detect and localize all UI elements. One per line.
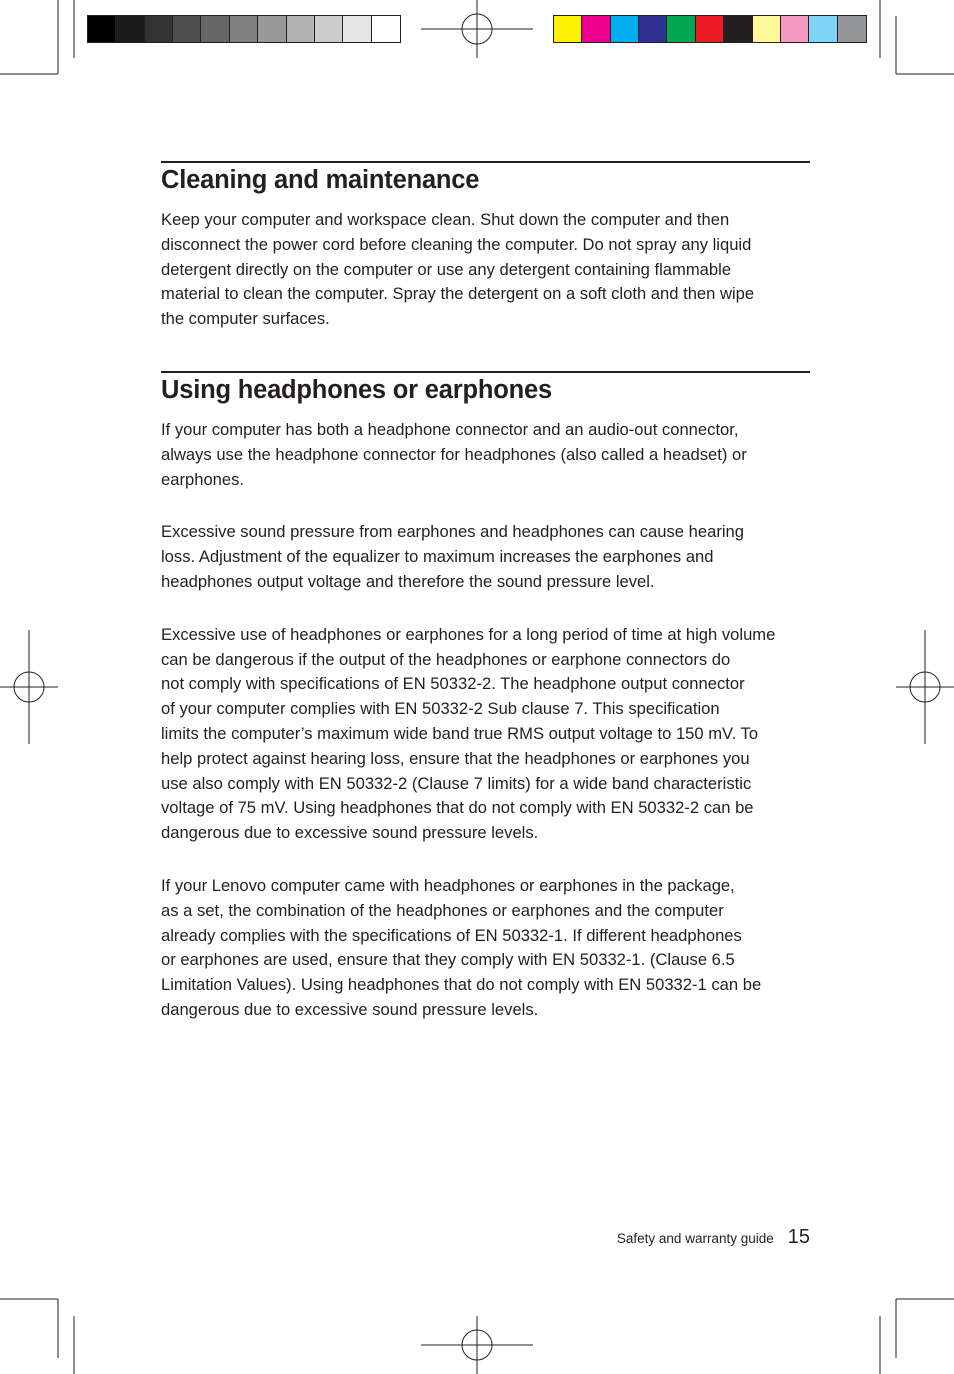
- section-cleaning-maintenance: [161, 161, 810, 332]
- footer-guide-title: Safety and warranty guide: [616, 1231, 774, 1246]
- color-swatch: [372, 16, 400, 42]
- color-swatch: [809, 16, 837, 42]
- registration-target-bottom: [421, 1316, 533, 1374]
- body-paragraph: Keep your computer and workspace clean. Shut down the computer and then disconnect the power cord before cleaning the computer. Do not spray any liquid detergent directly on the computer or use any detergent containing flammable material to clean the computer. Spray the detergent on a soft cloth and then wipe the computer surfaces.: [161, 210, 755, 329]
- grayscale-color-bar: [87, 15, 401, 43]
- color-swatch: [145, 16, 173, 42]
- color-swatch: [753, 16, 781, 42]
- color-swatch: [258, 16, 286, 42]
- page-number: 15: [787, 1226, 810, 1248]
- color-swatch: [173, 16, 201, 42]
- color-swatch: [639, 16, 667, 42]
- color-swatch: [201, 16, 229, 42]
- color-swatch: [696, 16, 724, 42]
- section-rule: [161, 371, 810, 373]
- color-swatch: [724, 16, 752, 42]
- color-swatch: [116, 16, 144, 42]
- page-footer: [617, 1226, 810, 1249]
- registration-target-right: [896, 630, 954, 744]
- color-swatch: [781, 16, 809, 42]
- color-swatch: [287, 16, 315, 42]
- process-color-bar: [553, 15, 867, 43]
- color-swatch: [88, 16, 116, 42]
- section-headphones-earphones: [161, 371, 810, 1023]
- color-swatch: [343, 16, 371, 42]
- color-swatch: [582, 16, 610, 42]
- registration-target-left: [0, 630, 58, 744]
- color-swatch: [315, 16, 343, 42]
- color-swatch: [667, 16, 695, 42]
- section-rule: [161, 161, 810, 163]
- section-heading: Using headphones or earphones: [161, 376, 552, 404]
- section-heading: Cleaning and maintenance: [161, 166, 480, 194]
- body-paragraph: If your computer has both a headphone connector and an audio-out connector, always use the headphone connector for headphones (also called a headset) or earphones.: [161, 420, 747, 489]
- registration-target-top: [421, 0, 533, 58]
- color-swatch: [230, 16, 258, 42]
- color-swatch: [838, 16, 866, 42]
- body-paragraph: Excessive sound pressure from earphones and headphones can cause hearing loss. Adjustment of the equalizer to maximum increases the earphones and headphones output voltage and therefore the sound pressure level.: [161, 522, 745, 591]
- body-paragraph: Excessive use of headphones or earphones for a long period of time at high volume can be dangerous if the output of the headphones or earphone connectors do not comply with specifications of EN 50332-2. The headphone output connector of your computer complies with EN 50332-2 Sub clause 7. This specification limits the computer’s maximum wide band true RMS output voltage to 150 mV. To help protect against hearing loss, ensure that the headphones or earphones you use also comply with EN 50332-2 (Clause 7 limits) for a wide band characteristic voltage of 75 mV. Using headphones that do not comply with EN 50332-2 can be dangerous due to excessive sound pressure levels.: [161, 624, 776, 843]
- color-swatch: [554, 16, 582, 42]
- color-swatch: [611, 16, 639, 42]
- body-paragraph: If your Lenovo computer came with headphones or earphones in the package, as a set, the combination of the headphones or earphones and the computer already complies with the specifications of EN 50332-1. If different headphones or earphones are used, ensure that they comply with EN 50332-1. (Clause 6.5 Limitation Values). Using headphones that do not comply with EN 50332-1 can be dangerous due to excessive sound pressure levels.: [161, 875, 762, 1019]
